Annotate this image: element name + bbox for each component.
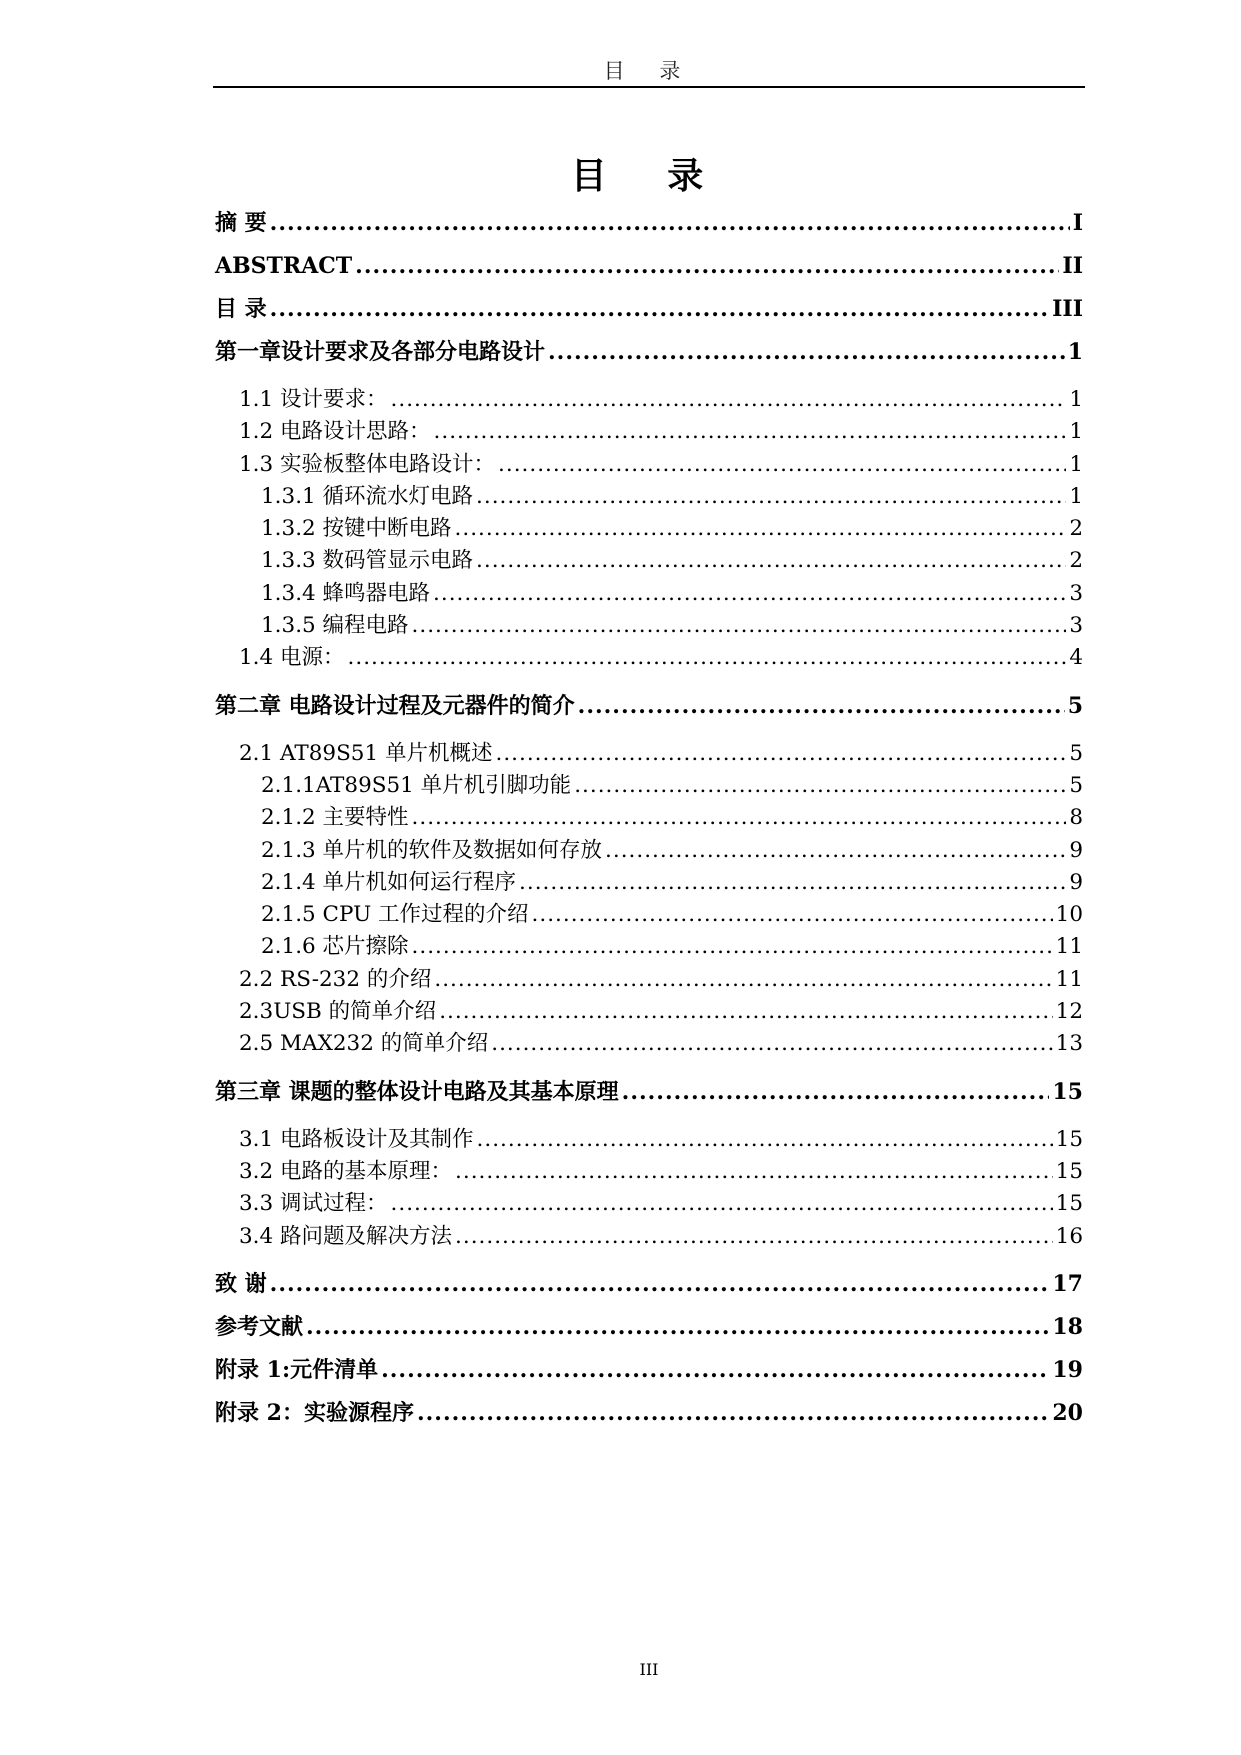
- toc-entry-label: 2.2 RS-232 的介绍: [239, 966, 432, 992]
- dot-leader: [622, 1071, 1050, 1114]
- header-rule: [213, 86, 1085, 88]
- page-number: III: [639, 1660, 659, 1679]
- toc-entry[interactable]: [215, 202, 1083, 245]
- toc-entry-page: 19: [1052, 1356, 1083, 1383]
- toc-entry[interactable]: [215, 1392, 1083, 1435]
- toc-entry[interactable]: [215, 1221, 1083, 1253]
- dot-leader: [270, 202, 1070, 245]
- toc-entry-page: 5: [1067, 692, 1083, 719]
- dot-leader: [270, 1263, 1050, 1306]
- toc-entry[interactable]: [215, 1188, 1083, 1220]
- toc-entry-label: 第二章 电路设计过程及元器件的简介: [215, 692, 575, 719]
- toc-entry-label: 3.1 电路板设计及其制作: [239, 1126, 474, 1152]
- toc-entry-page: 4: [1069, 645, 1083, 671]
- dot-leader: [306, 1306, 1049, 1349]
- toc-entry-label: 1.3.1 循环流水灯电路: [261, 483, 474, 509]
- toc-entry[interactable]: [215, 1306, 1083, 1349]
- toc-entry-page: 2: [1069, 548, 1083, 574]
- dot-leader: [548, 331, 1065, 374]
- toc-entry-label: 1.3.2 按键中断电路: [261, 516, 452, 542]
- toc-entry-label: 致 谢: [215, 1270, 267, 1297]
- dot-leader: [519, 867, 1066, 899]
- toc-entry-label: 3.4 路问题及解决方法: [239, 1223, 453, 1249]
- toc-entry-label: 2.3USB 的简单介绍: [239, 999, 437, 1025]
- toc-entry-page: II: [1062, 253, 1083, 279]
- dot-leader: [439, 996, 1052, 1028]
- toc-entry[interactable]: [215, 685, 1083, 728]
- dot-leader: [434, 416, 1067, 448]
- toc-entry-label: 3.3 调试过程：: [239, 1191, 388, 1217]
- dot-leader: [270, 288, 1049, 331]
- toc-entry[interactable]: [215, 770, 1083, 802]
- dot-leader: [477, 1124, 1053, 1156]
- toc-entry[interactable]: [215, 996, 1083, 1028]
- toc-entry-page: 3: [1069, 580, 1083, 606]
- toc-entry-page: 3: [1069, 613, 1083, 639]
- dot-leader: [381, 1349, 1049, 1392]
- toc-entry[interactable]: [215, 416, 1083, 448]
- toc-entry-label: 第三章 课题的整体设计电路及其基本原理: [215, 1078, 619, 1105]
- toc-entry-page: 5: [1069, 740, 1083, 766]
- dot-leader: [455, 513, 1067, 545]
- toc-entry-page: III: [1052, 296, 1083, 322]
- toc-entry-page: 1: [1069, 451, 1083, 477]
- toc-entry-page: 12: [1055, 999, 1083, 1025]
- toc-entry-page: 1: [1067, 339, 1083, 365]
- dot-leader: [412, 610, 1067, 642]
- toc-entry[interactable]: [215, 1124, 1083, 1156]
- dot-leader: [574, 770, 1066, 802]
- running-header: 目 录: [603, 59, 695, 83]
- dot-leader: [498, 449, 1066, 481]
- dot-leader: [476, 545, 1066, 577]
- dot-leader: [417, 1392, 1049, 1435]
- toc-entry[interactable]: [215, 1263, 1083, 1306]
- toc-entry-label: 2.1.5 CPU 工作过程的介绍: [261, 902, 529, 928]
- toc-entry-page: 15: [1055, 1126, 1083, 1152]
- toc-entry-page: 8: [1069, 805, 1083, 831]
- toc-entry[interactable]: [215, 835, 1083, 867]
- toc-entry[interactable]: [215, 642, 1083, 674]
- table-of-contents: [215, 202, 1083, 1435]
- toc-entry-label: 目 录: [215, 296, 267, 322]
- toc-entry-label: 第一章设计要求及各部分电路设计: [215, 339, 546, 365]
- toc-entry-page: 2: [1069, 516, 1083, 542]
- dot-leader: [434, 964, 1052, 996]
- toc-entry-label: 2.1.6 芯片擦除: [261, 934, 409, 960]
- toc-entry-label: 2.1.2 主要特性: [261, 805, 409, 831]
- toc-entry-page: 20: [1052, 1399, 1083, 1426]
- dot-leader: [578, 685, 1065, 728]
- toc-entry[interactable]: [215, 331, 1083, 374]
- toc-title: 目 录: [570, 155, 728, 197]
- toc-entry-label: 3.2 电路的基本原理：: [239, 1158, 453, 1184]
- toc-entry-label: 2.1.1AT89S51 单片机引脚功能: [261, 772, 572, 798]
- toc-entry-page: 16: [1055, 1223, 1083, 1249]
- toc-entry[interactable]: [215, 1349, 1083, 1392]
- toc-entry[interactable]: [215, 1156, 1083, 1188]
- toc-entry-page: 1: [1069, 387, 1083, 412]
- toc-entry[interactable]: [215, 481, 1083, 513]
- dot-leader: [391, 384, 1067, 416]
- toc-entry-label: 参考文献: [215, 1313, 304, 1340]
- toc-entry-label: 2.5 MAX232 的简单介绍: [239, 1031, 489, 1057]
- toc-entry-page: 9: [1069, 869, 1083, 895]
- toc-entry[interactable]: [215, 545, 1083, 577]
- toc-entry[interactable]: [215, 802, 1083, 834]
- dot-leader: [476, 481, 1066, 513]
- dot-leader: [433, 578, 1066, 610]
- toc-entry-label: ABSTRACT: [215, 253, 353, 279]
- toc-entry-page: 18: [1052, 1313, 1083, 1340]
- toc-entry[interactable]: [215, 245, 1083, 288]
- toc-entry[interactable]: [215, 1028, 1083, 1060]
- toc-entry-label: 2.1 AT89S51 单片机概述: [239, 740, 493, 766]
- toc-entry-label: 附录 2：实验源程序: [215, 1399, 414, 1426]
- toc-entry-page: 11: [1055, 934, 1083, 960]
- toc-entry[interactable]: [215, 610, 1083, 642]
- toc-entry-page: 15: [1052, 1078, 1083, 1105]
- dot-leader: [412, 802, 1067, 834]
- toc-entry[interactable]: [215, 578, 1083, 610]
- dot-leader: [355, 245, 1059, 288]
- toc-entry-label: 1.1 设计要求：: [239, 387, 388, 412]
- toc-entry-label: 附录 1:元件清单: [215, 1356, 379, 1383]
- dot-leader: [348, 642, 1067, 674]
- toc-entry-label: 2.1.3 单片机的软件及数据如何存放: [261, 837, 603, 863]
- toc-entry[interactable]: [215, 931, 1083, 963]
- toc-entry-page: 10: [1055, 902, 1083, 928]
- toc-entry[interactable]: [215, 964, 1083, 996]
- toc-entry-page: 17: [1052, 1270, 1083, 1297]
- toc-entry[interactable]: [215, 384, 1083, 416]
- toc-entry-label: 1.2 电路设计思路：: [239, 419, 431, 445]
- toc-entry-page: 5: [1069, 772, 1083, 798]
- toc-entry[interactable]: [215, 449, 1083, 481]
- toc-entry-label: 1.3.4 蜂鸣器电路: [261, 580, 431, 606]
- toc-entry-page: I: [1072, 210, 1083, 236]
- toc-entry[interactable]: [215, 288, 1083, 331]
- dot-leader: [532, 899, 1053, 931]
- toc-entry[interactable]: [215, 513, 1083, 545]
- dot-leader: [605, 835, 1066, 867]
- toc-entry[interactable]: [215, 899, 1083, 931]
- toc-entry[interactable]: [215, 867, 1083, 899]
- dot-leader: [391, 1188, 1053, 1220]
- toc-entry-label: 1.4 电源：: [239, 645, 345, 671]
- toc-entry-page: 11: [1055, 966, 1083, 992]
- toc-entry[interactable]: [215, 1071, 1083, 1114]
- toc-entry-label: 摘 要: [215, 210, 267, 236]
- toc-entry-page: 15: [1055, 1191, 1083, 1217]
- dot-leader: [496, 738, 1067, 770]
- toc-entry-label: 1.3 实验板整体电路设计：: [239, 451, 496, 477]
- toc-entry-page: 1: [1069, 483, 1083, 509]
- toc-entry[interactable]: [215, 738, 1083, 770]
- toc-entry-page: 9: [1069, 837, 1083, 863]
- dot-leader: [412, 931, 1053, 963]
- dot-leader: [491, 1028, 1052, 1060]
- toc-entry-label: 1.3.3 数码管显示电路: [261, 548, 474, 574]
- dot-leader: [455, 1221, 1053, 1253]
- toc-entry-page: 13: [1055, 1031, 1083, 1057]
- dot-leader: [455, 1156, 1053, 1188]
- toc-entry-label: 1.3.5 编程电路: [261, 613, 409, 639]
- toc-entry-page: 15: [1055, 1158, 1083, 1184]
- toc-entry-label: 2.1.4 单片机如何运行程序: [261, 869, 517, 895]
- toc-entry-page: 1: [1069, 419, 1083, 445]
